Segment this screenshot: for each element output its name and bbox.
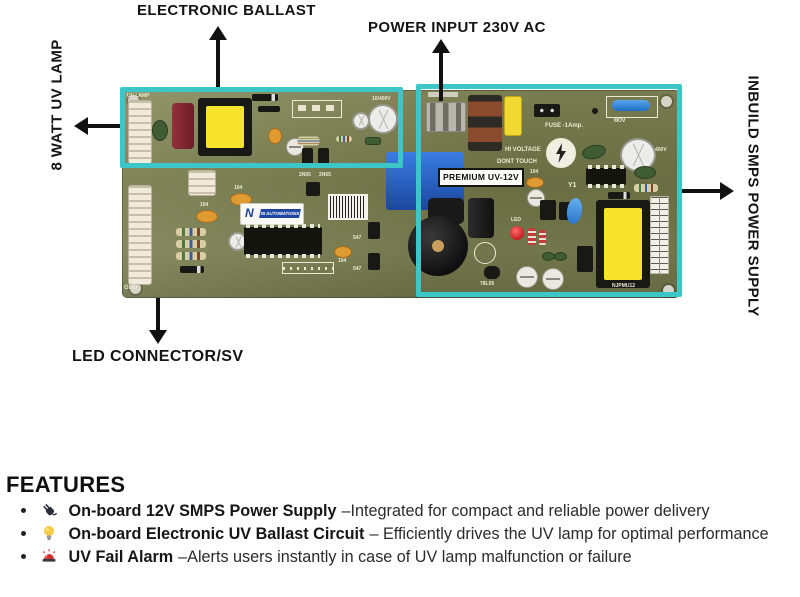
feature-desc: – Efficiently drives the UV lamp for optimal performance bbox=[369, 525, 769, 544]
label-power-input: POWER INPUT 230V AC bbox=[368, 19, 546, 36]
silkscreen-2n65: 2N65 bbox=[319, 172, 331, 178]
feature-title: UV Fail Alarm bbox=[68, 548, 174, 567]
transistor bbox=[306, 182, 320, 196]
resistor bbox=[176, 240, 206, 248]
bullet-dot bbox=[21, 508, 26, 513]
arrow-down-icon bbox=[149, 330, 167, 344]
main-ic bbox=[244, 227, 322, 255]
silkscreen-fuse: FUSE -1Amp. bbox=[545, 123, 584, 129]
brand-name: NI AUTOMATIONS bbox=[260, 211, 300, 216]
bullet-dot bbox=[21, 531, 26, 536]
silkscreen-dont-touch: DONT TOUCH bbox=[497, 159, 537, 165]
silkscreen-104: 104 bbox=[200, 202, 209, 208]
label-smps: INBUILD SMPS POWER SUPPLY bbox=[744, 75, 762, 317]
highlight-smps-region bbox=[416, 84, 682, 297]
silkscreen-400v: 400V bbox=[655, 147, 667, 153]
silkscreen-2n65: 2N65 bbox=[299, 172, 311, 178]
connector bbox=[188, 170, 216, 196]
arrow-line bbox=[439, 51, 443, 101]
feature-item bbox=[6, 523, 790, 545]
arrow-line bbox=[86, 124, 122, 128]
highlight-ballast-region bbox=[120, 87, 403, 168]
silkscreen-547: 547 bbox=[353, 235, 362, 241]
premium-uv-12v-label: PREMIUM UV-12V bbox=[438, 168, 524, 187]
transistor-547 bbox=[368, 222, 380, 239]
plug-icon bbox=[40, 502, 58, 518]
feature-item bbox=[6, 500, 790, 522]
alarm-icon bbox=[40, 548, 58, 564]
silkscreen-104: 104 bbox=[338, 258, 347, 264]
diode bbox=[180, 266, 204, 273]
silkscreen-104: 104 bbox=[530, 169, 539, 175]
label-uv-lamp: 8 WATT UV LAMP bbox=[48, 39, 66, 171]
silkscreen-box bbox=[282, 262, 334, 274]
feature-title: On-board Electronic UV Ballast Circuit bbox=[68, 525, 365, 544]
resistor bbox=[176, 228, 206, 236]
capacitor-104 bbox=[196, 210, 218, 223]
silkscreen-cap-voltage: 10/400V bbox=[372, 96, 391, 102]
capacitor-104 bbox=[334, 246, 352, 258]
features-list bbox=[6, 500, 790, 569]
bullet-dot bbox=[21, 554, 26, 559]
silkscreen-hi-voltage: HI VOLTAGE bbox=[505, 147, 541, 153]
feature-title: On-board 12V SMPS Power Supply bbox=[68, 502, 337, 520]
feature-item bbox=[6, 546, 790, 568]
label-electronic-ballast: ELECTRONIC BALLAST bbox=[137, 2, 316, 19]
silkscreen-78l05: 78L05 bbox=[480, 281, 495, 287]
feature-desc: –Integrated for compact and reliable power delivery bbox=[341, 502, 710, 520]
silkscreen-y1: Y1 bbox=[568, 182, 577, 189]
led-connector bbox=[128, 185, 152, 285]
silkscreen-547: 547 bbox=[353, 266, 362, 272]
silkscreen-led: LED bbox=[511, 217, 521, 223]
brand-logo-icon: N bbox=[245, 206, 254, 220]
silkscreen-uv-lamp: UV LAMP bbox=[127, 93, 150, 99]
bulb-icon bbox=[40, 525, 58, 541]
silkscreen-gnd: GND bbox=[124, 285, 138, 291]
arrow-right-icon bbox=[720, 182, 734, 200]
label-led-connector: LED CONNECTOR/SV bbox=[72, 348, 244, 365]
resistor bbox=[176, 252, 206, 260]
silkscreen-njpmu12: NJPMU12 bbox=[612, 283, 636, 289]
silkscreen-mov: MOV bbox=[614, 118, 626, 124]
features-heading: FEATURES bbox=[6, 472, 126, 497]
brand-label bbox=[240, 203, 304, 225]
arrow-line bbox=[216, 38, 220, 88]
silkscreen-104: 104 bbox=[234, 185, 243, 191]
barcode-label bbox=[328, 194, 368, 220]
transistor-547 bbox=[368, 253, 380, 270]
arrow-line bbox=[676, 189, 722, 193]
feature-desc: –Alerts users instantly in case of UV lamp malfunction or failure bbox=[178, 548, 632, 567]
